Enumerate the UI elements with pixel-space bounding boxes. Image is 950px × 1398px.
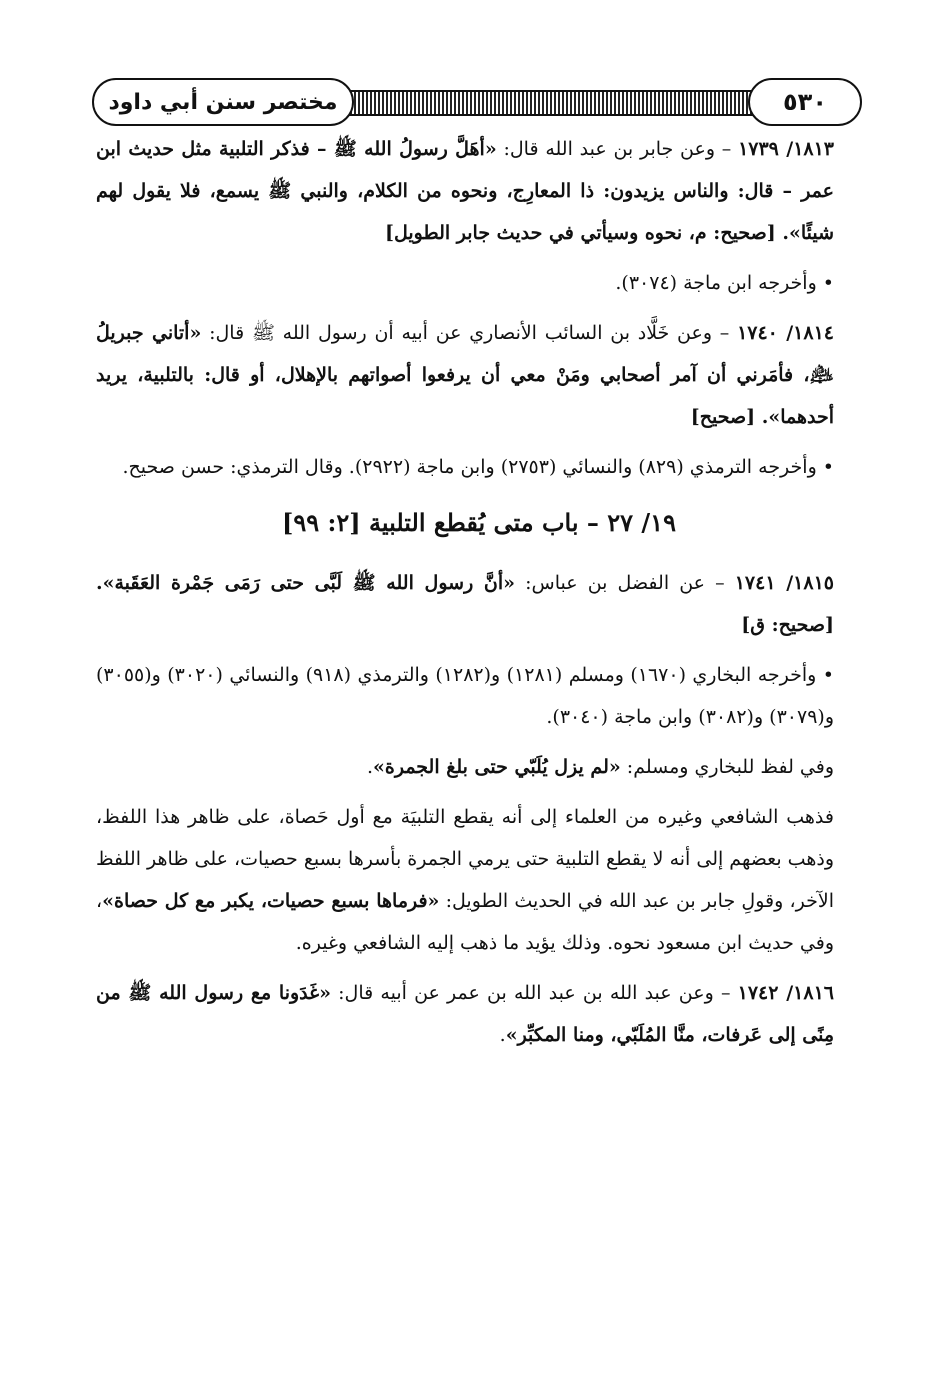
hadith-text: «أهَلَّ رسولُ الله ﷺ – فذكر التلبية مثل حديث ابن عمر – قال: والناس يزيدون: ذا المعارِج، ونحوه من الكلام، والنبي ﷺ يسمع، فلا يقول لهم شيئًا» <box>96 138 834 244</box>
hadith-intro: – عن الفضل بن عباس: <box>515 572 735 594</box>
hadith-1815 <box>96 562 862 646</box>
book-title: مختصر سنن أبي داود <box>92 78 354 126</box>
page-body <box>96 128 862 1064</box>
commentary-part-b: ، وفي حديث ابن مسعود نحوه. وذلك يؤيد ما ذهب إليه الشافعي وغيره. <box>96 890 834 954</box>
hadith-text: «غَدَونا مع رسول الله ﷺ من مِنًى إلى عَرفات، منَّا المُلَبّي، ومنا المكبِّر» <box>96 982 834 1046</box>
header-rule <box>342 90 812 116</box>
hadith-number: ١٨١٥/ ١٧٤١ <box>734 572 834 594</box>
chapter-heading: ١٩/ ٢٧ – باب متى يُقطع التلبية [٢: ٩٩] <box>282 508 676 537</box>
hadith-number: ١٨١٤/ ١٧٤٠ <box>737 322 834 344</box>
wording-end: . <box>366 756 373 778</box>
hadith-grade: . [صحيح: ق] <box>96 572 834 636</box>
hadith-grade: . [صحيح: م، نحوه وسيأتي في حديث جابر الطويل] <box>385 222 789 244</box>
hadith-1814 <box>96 312 862 438</box>
takhrij-1814: • وأخرجه الترمذي (٨٢٩) والنسائي (٢٧٥٣) وابن ماجة (٢٩٢٢). وقال الترمذي: حسن صحيح. <box>122 456 834 478</box>
commentary-part-a: فذهب الشافعي وغيره من العلماء إلى أنه يقطع التلبيَة مع أول حَصاة، على ظاهر هذا اللفظ، وذهب بعضهم إلى أنه لا يقطع التلبية حتى يرمي الجمرة بأسرها بسبع حصيات، على ظاهر اللفظ الآخر، وقولِ جابر بن عبد الله في الحديث الطويل: <box>96 806 834 912</box>
page-number: ٥٣٠ <box>748 78 862 126</box>
hadith-text: «أتاني جبريلُ ﵇، فأمَرني أن آمر أصحابي ومَنْ معي أن يرفعوا أصواتهم بالإهلال، أو قال: بالتلبية، يريد أحدهما» <box>96 322 834 428</box>
hadith-end: . <box>499 1024 506 1046</box>
hadith-text: «أنَّ رسول الله ﷺ لَبَّى حتى رَمَى جَمْرة العَقَبة» <box>102 572 516 594</box>
hadith-intro: – وعن خَلَّاد بن السائب الأنصاري عن أبيه أن رسول الله ﷺ قال: <box>201 322 738 344</box>
page-header <box>92 76 862 128</box>
hadith-intro: – وعن جابر بن عبد الله قال: <box>496 138 739 160</box>
hadith-number: ١٨١٣/ ١٧٣٩ <box>738 138 835 160</box>
hadith-1816 <box>96 972 862 1056</box>
takhrij-1813: • وأخرجه ابن ماجة (٣٠٧٤). <box>615 272 834 294</box>
wording-text: «لم يزل يُلَبّي حتى بلغ الجمرة» <box>373 756 621 778</box>
hadith-intro: – وعن عبد الله بن عبد الله بن عمر عن أبيه قال: <box>330 982 738 1004</box>
hadith-number: ١٨١٦/ ١٧٤٢ <box>737 982 834 1004</box>
hadith-1813 <box>96 128 862 254</box>
wording-intro: وفي لفظ للبخاري ومسلم: <box>620 756 834 778</box>
commentary <box>96 796 862 964</box>
hadith-grade: . [صحيح] <box>690 406 769 428</box>
commentary-quote: «فرماها بسبع حصيات، يكبر مع كل حصاة» <box>102 890 440 912</box>
alternate-wording <box>96 746 862 788</box>
takhrij-1815: • وأخرجه البخاري (١٦٧٠) ومسلم (١٢٨١) و(١٢٨٢) والترمذي (٩١٨) والنسائي (٣٠٢٠) و(٣٠٥٥) و(٣٠٧٩) و(٣٠٨٢) وابن ماجة (٣٠٤٠). <box>96 664 834 728</box>
